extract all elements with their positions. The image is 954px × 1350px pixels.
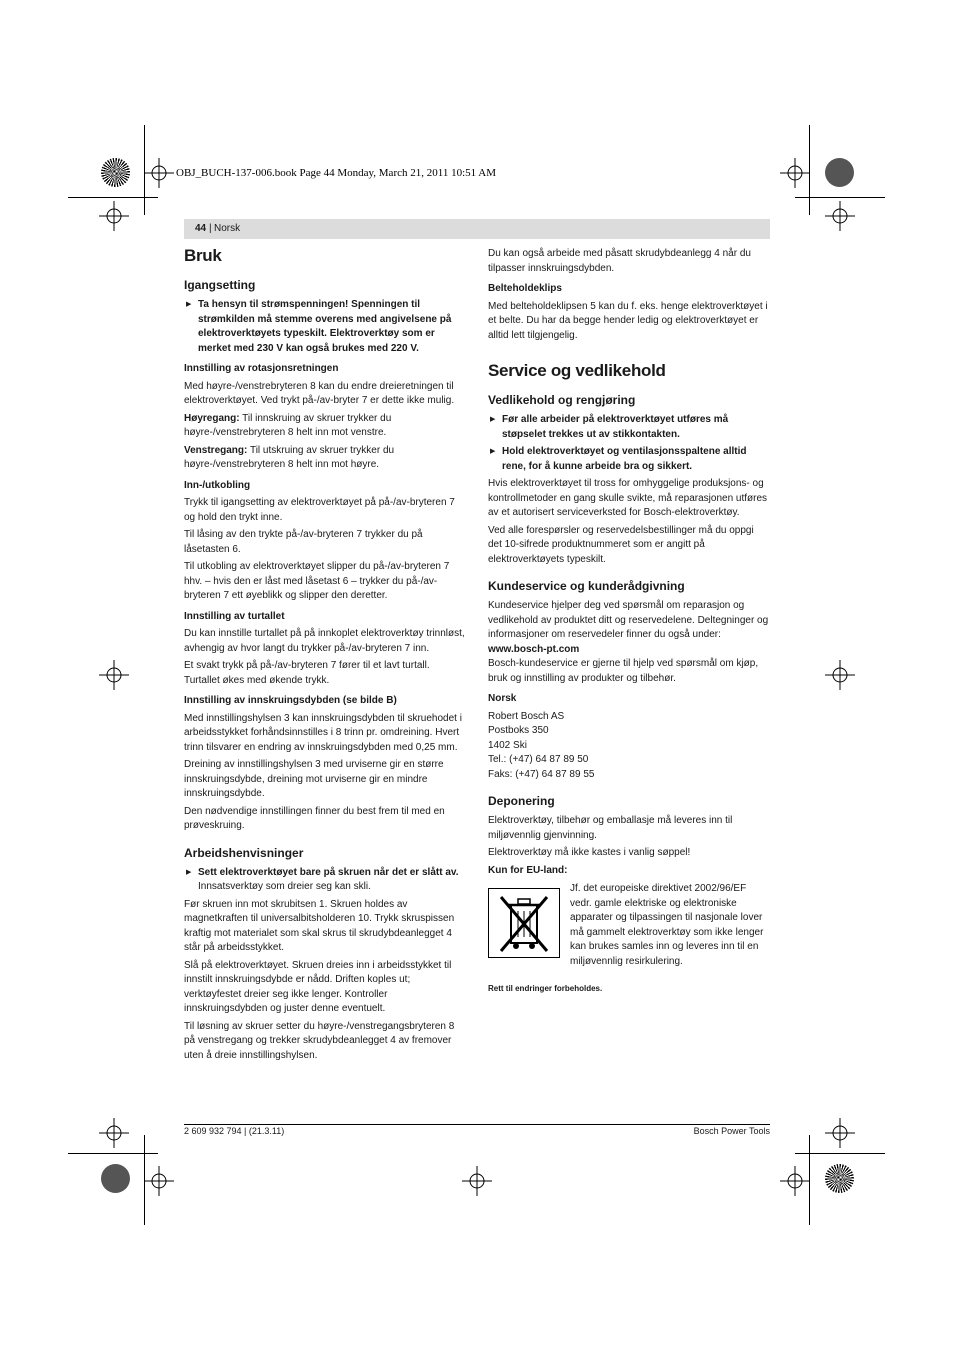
registration-target-icon xyxy=(825,1118,855,1148)
bosch-url-link[interactable]: www.bosch-pt.com xyxy=(488,643,580,655)
section-title-service: Service og vedlikehold xyxy=(488,361,666,380)
heading-norsk: Norsk xyxy=(488,693,517,704)
paragraph: Den nødvendige innstillingen finner du best frem til med en prøveskruing. xyxy=(184,805,445,831)
paragraph: Elektroverktøy må ikke kastes i vanlig søppel! xyxy=(488,847,691,858)
header-language: Norsk xyxy=(214,223,241,234)
term-label: Høyregang: xyxy=(184,412,240,424)
warning-bullet xyxy=(184,866,466,895)
paragraph: Dreining av innstillingshylsen 3 med urviserne gir en større innskruingsdybde, dreining mot urviserne gir en mindre innskruingsdybde. xyxy=(184,759,444,799)
paragraph: Ved alle forespørsler og reservedelsbestillinger må du oppgi det 10-sifrede produktnummeret som er angitt på elektroverktøyets typeskilt. xyxy=(488,524,754,565)
heading-arbeid: Arbeidshenvisninger xyxy=(184,845,304,860)
paragraph: Et svakt trykk på på-/av-bryteren 7 fører til et lavt turtall. Turtallet økes med økende trykk. xyxy=(184,660,430,686)
registration-disc-icon xyxy=(825,158,854,187)
address-line: Robert Bosch AS xyxy=(488,710,565,722)
term-text: Til utskruing av skruer trykker du høyre-/venstrebryteren 8 helt inn mot høyre. xyxy=(184,444,395,470)
footer-rule xyxy=(184,1124,770,1125)
registration-target-icon xyxy=(825,660,855,690)
header-separator: | xyxy=(209,223,212,234)
bullet-text: Ta hensyn til strømspenningen! Spenningen til strømkilden må stemme overens med angivelsene på elektroverktøyets typeskilt. Elektroverktøy som er merket med 230 V kan også brukes med 220 V. xyxy=(198,299,452,354)
address-block xyxy=(488,710,770,783)
file-info: OBJ_BUCH-137-006.book Page 44 Monday, March 21, 2011 10:51 AM xyxy=(176,167,497,179)
address-line: 1402 Ski xyxy=(488,739,527,751)
registration-target-icon xyxy=(780,1166,810,1196)
paragraph: Før skruen inn mot skrubitsen 1. Skruen holdes av magnetkraften til universalbitsholderen 10. Trykk skruspissen kraftig mot materialet som skal skrus til skrudybdeanlegget 4 står på arbeidsstykket. xyxy=(184,898,455,953)
heading-turtall: Innstilling av turtallet xyxy=(184,610,285,622)
footer-doc-number: 2 609 932 794 | (21.3.11) xyxy=(184,1126,285,1136)
registration-target-icon xyxy=(144,1166,174,1196)
paragraph: Hvis elektroverktøyet til tross for omhyggelige produksjons- og kontrollmetoder en gang skulle svikte, må reparasjonen utføres av et autorisert serviceverksted for Bosch-elektroverktøy. xyxy=(488,478,768,518)
page-header xyxy=(184,219,770,239)
crop-mark xyxy=(68,197,158,198)
bullet-text: Før alle arbeider på elektroverktøyet utføres må støpselet trekkes ut av stikkontakten. xyxy=(502,414,729,440)
registration-target-icon xyxy=(462,1166,492,1196)
registration-target-icon xyxy=(144,158,174,188)
address-line: Faks: (+47) 64 87 89 55 xyxy=(488,768,595,780)
paragraph: Til løsning av skruer setter du høyre-/venstregangsbryteren 8 på venstregang og trekker skrudybdeanlegget 4 av fremover uten å dreie innstillingshylsen. xyxy=(184,1020,455,1061)
term-text: Til innskruing av skruer trykker du høyre-/venstrebryteren 8 helt inn mot venstre. xyxy=(184,412,392,438)
left-column xyxy=(184,246,466,1066)
paragraph: Bosch-kundeservice er gjerne til hjelp ved spørsmål om kjøp, bruk og innstilling av produkter og tilbehør. xyxy=(488,658,759,684)
paragraph: Du kan innstille turtallet på på innkoplet elektroverktøy trinnløst, avhengig av hvor langt du trykker på-/av-bryteren 7 inn. xyxy=(184,628,465,654)
address-line: Tel.: (+47) 64 87 89 50 xyxy=(488,754,589,765)
paragraph: Elektroverktøy, tilbehør og emballasje må leveres inn til miljøvennlig gjenvinning. xyxy=(488,815,733,841)
paragraph: Til utkobling av elektroverktøyet slipper du på-/av-bryteren 7 hhv. – hvis den er låst med låsetast 6 – trykker du på-/av-bryteren 7 ett øyeblikk og slipper den deretter. xyxy=(184,561,450,601)
paragraph: Med innstillingshylsen 3 kan innskruingsdybden til skruehodet i arbeidsstykket forhåndsinnstilles i 8 trinn pr. omdreining. Hvert trinn tilsvarer en endring av innskruingsdybden med 0,25 mm. xyxy=(184,712,462,753)
crossed-bin-icon xyxy=(488,888,560,958)
registration-disc-icon xyxy=(825,1164,854,1193)
registration-target-icon xyxy=(780,158,810,188)
paragraph xyxy=(184,444,466,473)
crop-mark xyxy=(795,197,885,198)
paragraph: Med høyre-/venstrebryteren 8 kan du endre dreieretningen til elektroverktøyet. Ved trykt på-/av-bryter 7 er dette ikke mulig. xyxy=(184,380,455,406)
heading-dybde: Innstilling av innskruingsdybden (se bilde B) xyxy=(184,695,397,706)
bullet-text: Hold elektroverktøyet og ventilasjonsspaltene alltid rene, for å kunne arbeide bra og sikkert. xyxy=(502,446,747,472)
bullet-text: Innsatsverktøy som dreier seg kan skli. xyxy=(198,881,371,892)
crop-mark xyxy=(795,1153,885,1154)
address-line: Postboks 350 xyxy=(488,725,549,736)
heading-belte: Belteholdeklips xyxy=(488,283,562,294)
warning-bullet xyxy=(488,445,770,474)
registration-target-icon xyxy=(99,660,129,690)
paragraph: Til låsing av den trykte på-/av-bryteren 7 trykker du på låsetasten 6. xyxy=(184,529,423,555)
heading-rotasjon: Innstilling av rotasjonsretningen xyxy=(184,363,339,374)
term-label: Venstregang: xyxy=(184,444,248,456)
paragraph: Du kan også arbeide med påsatt skrudybdeanlegg 4 når du tilpasser innskruingsdybden. xyxy=(488,248,751,274)
weee-block xyxy=(488,882,770,972)
paragraph: Trykk til igangsetting av elektroverktøyet på på-/av-bryteren 7 og hold den trykt inne. xyxy=(184,497,455,523)
registration-disc-icon xyxy=(101,1164,130,1193)
section-title-bruk: Bruk xyxy=(184,246,222,265)
paragraph: Slå på elektroverktøyet. Skruen dreies inn i arbeidsstykket til innstilt innskruingsdybde er nådd. Driften koples ut; verktøyfestet dreier seg ikke lenger. Kontroller innskruingsdybden og juster denne eventuelt. xyxy=(184,959,452,1014)
weee-text: Jf. det europeiske direktivet 2002/96/EF vedr. gamle elektriske og elektroniske apparater og tilpassingen til nasjonale lover må gammelt elektroverktøy som ikke lenger kan brukes samles inn og leveres inn til en miljøvennlig resirkulering. xyxy=(570,883,764,967)
disclaimer-note: Rett til endringer forbeholdes. xyxy=(488,984,603,993)
paragraph: Med belteholdeklipsen 5 kan du f. eks. henge elektroverktøyet i et belte. Du har da begge hender ledig og elektroverktøyet er alltid lett tilgjengelig. xyxy=(488,300,768,341)
paragraph xyxy=(184,412,466,441)
eu-label: Kun for EU-land: xyxy=(488,864,568,876)
right-column xyxy=(488,247,770,1000)
crop-mark xyxy=(68,1153,158,1154)
heading-igangsetting: Igangsetting xyxy=(184,278,256,292)
registration-target-icon xyxy=(99,201,129,231)
page-number: 44 xyxy=(195,223,207,234)
footer-brand: Bosch Power Tools xyxy=(693,1126,770,1136)
heading-kundeservice: Kundeservice og kunderådgivning xyxy=(488,579,685,593)
warning-bullet xyxy=(488,413,770,442)
registration-disc-icon xyxy=(101,158,130,187)
registration-target-icon xyxy=(99,1118,129,1148)
bullet-bold: Sett elektroverktøyet bare på skruen når det er slått av. xyxy=(198,866,459,878)
heading-innut: Inn-/utkobling xyxy=(184,479,251,491)
paragraph: Kundeservice hjelper deg ved spørsmål om reparasjon og vedlikehold av produktet ditt og reservedelene. Deltegninger og informasjoner om reservedeler finner du også under: xyxy=(488,600,769,640)
registration-target-icon xyxy=(825,201,855,231)
heading-deponering: Deponering xyxy=(488,794,555,808)
warning-bullet xyxy=(184,298,466,356)
heading-vedlikehold: Vedlikehold og rengjøring xyxy=(488,393,636,407)
